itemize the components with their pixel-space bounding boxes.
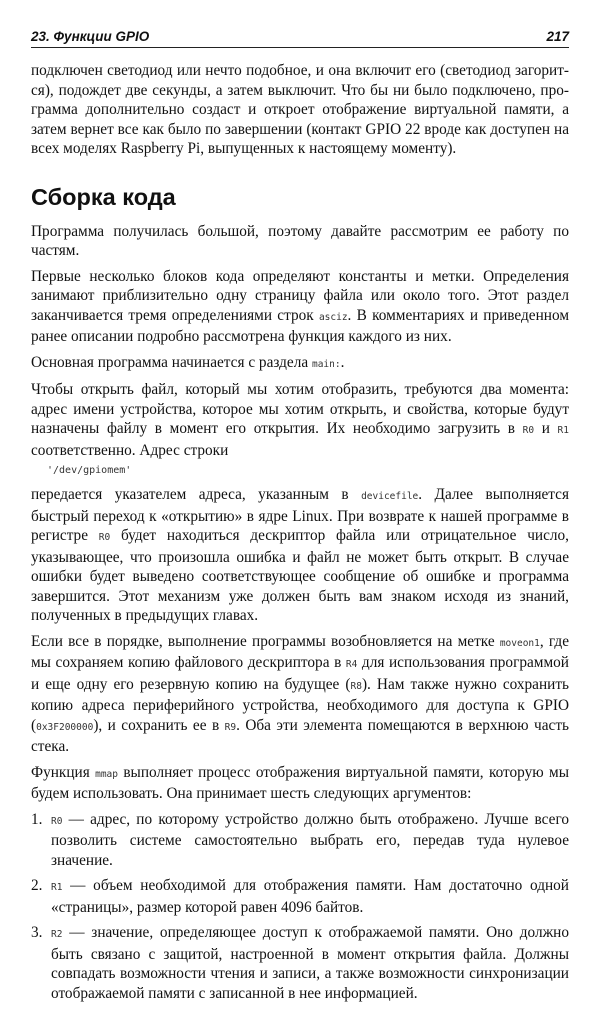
paragraph-devicefile: передается указателем адреса, указанным в devicefile. Далее выполняется быстрый переход к «открытию» в ядре Linux. При возврате к нашей программе в регистре R0 будет находиться дескриптор файла или отрицательное число, указывающее, что произошла ошибка и файл не может быть открыт. В случае ошибки будет выведено соответствующее сообщение об ошибке и программа завершится. Этот механизм уже должен быть вам знаком исходя из знаний, полученных в предыдущих главах. [31,486,569,624]
paragraph-constants: Первые несколько блоков кода определяют константы и метки. Определения занимают приблизительно одну страницу файла или около того. Этот раздел заканчивается тремя определениями строк asciz. В комментариях и приведенном ранее описании подробно рассмотрена функция каждого из них. [31,267,569,345]
argument-list [31,810,569,1004]
paragraph-intro: Программа получилась большой, поэтому давайте рассмотрим ее работу по частям. [31,222,569,259]
paragraph-main: Основная программа начинается с раздела main:. [31,353,345,371]
inline-code: asciz [318,311,348,323]
inline-code: R4 [345,659,358,670]
paragraph-mmap: Функция mmap выполняет процесс отображения виртуальной памяти, которую мы будем использовать. Она принимает шесть следующих аргументов: [31,763,569,802]
inline-code: 0x3F200000 [36,721,94,733]
inline-code: R1 [557,425,569,436]
page-body [31,61,569,1009]
inline-code: R9 [224,721,237,733]
list-item: 3. R2 — значение, определяющее доступ к отображаемой памяти. Оно должно быть связано с защитой, настроенной в момент открытия файла. Должны совпадать возможности чтения и записи, а также возможности синхронизации отображаемой памяти с записанной в нее информацией. [31,924,569,1002]
inline-code: R2 [51,929,63,940]
inline-code: main: [311,358,341,370]
chapter-title: 23. Функции GPIO [31,29,150,44]
code-line: '/dev/gpiomem' [47,465,132,476]
list-item: 1. R0 — адрес, по которому устройство должно быть отображено. Лучше всего позволить системе самостоятельно выбрать его, передав туда нулевое значение. [31,810,569,869]
inline-code: R1 [51,882,63,893]
running-header [31,27,569,48]
paragraph-moveon: Если все в порядке, выполнение программы возобновляется на метке moveon1, где мы сохраняем копию файлового дескриптора в R4 для использования программой и еще одну его резервную копию на будущее (R8). Нам также нужно сохранить копию адреса периферийного устройства, необходимого для доступа к GPIO (0x3F200000), и сохранить ее в R9. Оба эти элемента помещаются в верхнюю часть стека. [31,632,570,755]
inline-code: devicefile [361,491,419,502]
inline-code: R0 [98,532,111,543]
inline-code: R0 [522,425,535,436]
inline-code: mmap [95,768,118,780]
inline-code: R8 [350,680,362,692]
inline-code: moveon1 [499,637,540,649]
paragraph-open-file: Чтобы открыть файл, который мы хотим отобразить, требуются два момента: адрес имени устройства, которое мы хотим открыть, и свойства, которые будут назначены файлу в момент его открытия. Их необходимо загрузить в R0 и R1 соответственно. Адрес строки [31,381,569,459]
inline-code: R0 [51,815,63,827]
section-heading: Сборка кода [31,183,176,210]
paragraph-continued: подключен светодиод или нечто подобное, и она включит его (светодиод загорится), подождет две секунды, а затем выключит. Что бы ни было подключено, программа дополнительно создаст и откроет отображение виртуальной памяти, а затем вернет все как было по завершении (контакт GPIO 22 вроде как доступен на всех моделях Raspberry Pi, выпущенных к настоящему моменту). [31,62,569,157]
list-item: 2. R1 — объем необходимой для отображения памяти. Нам достаточно одной «страницы», размер которой равен 4096 байтов. [31,877,569,916]
page-number: 217 [546,29,569,44]
